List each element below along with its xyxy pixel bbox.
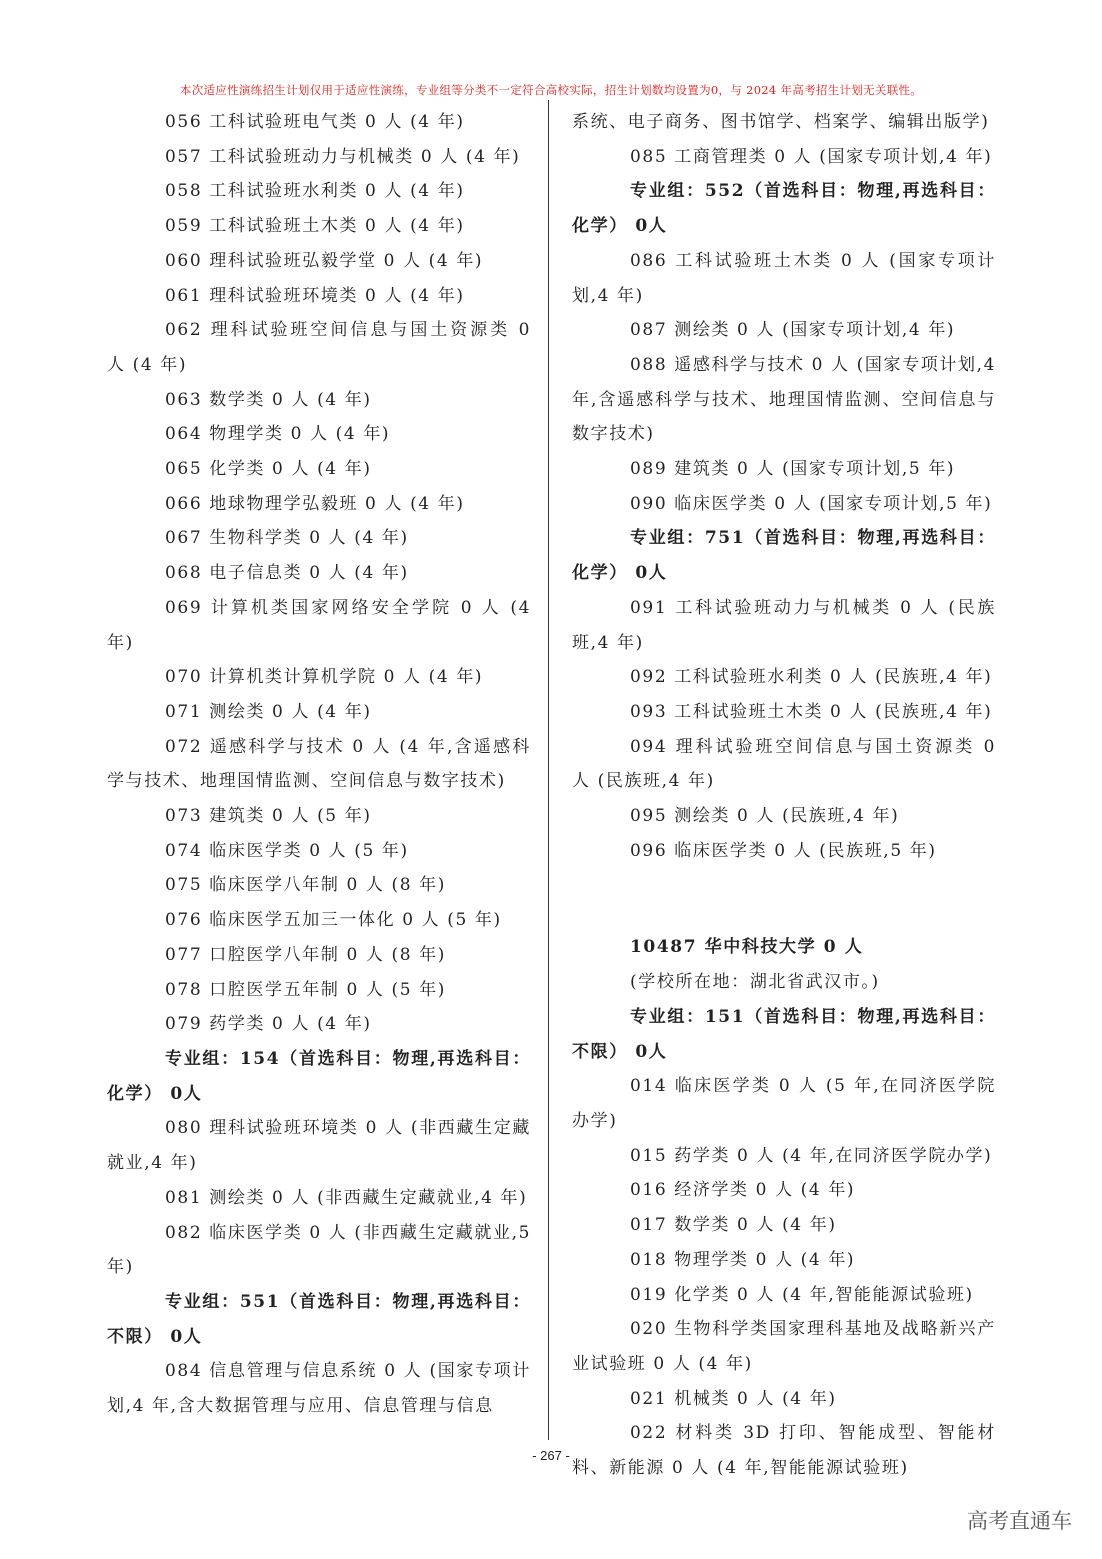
list-item: 058 工科试验班水利类 0 人 (4 年) <box>165 181 465 202</box>
list-item: 056 工科试验班电气类 0 人 (4 年) <box>165 112 465 132</box>
list-item: 015 药学类 0 人 (4 年,在同济医学院办学) <box>630 1145 993 1166</box>
list-item: 065 化学类 0 人 (4 年) <box>165 459 372 480</box>
list-item: 061 理科试验班环境类 0 人 (4 年) <box>165 285 465 306</box>
list-item: 系统、电子商务、图书馆学、档案学、编辑出版学) <box>572 112 990 132</box>
list-item: 057 工科试验班动力与机械类 0 人 (4 年) <box>165 146 521 167</box>
list-item: 020 生物科学类国家理科基地及战略新兴产业试验班 0 人 (4 年) <box>572 1319 996 1374</box>
column-divider <box>548 100 549 1440</box>
list-item: 082 临床医学类 0 人 (非西藏生定藏就业,5 年) <box>107 1222 531 1278</box>
list-item: 096 临床医学类 0 人 (民族班,5 年) <box>630 840 937 861</box>
list-item: 074 临床医学类 0 人 (5 年) <box>165 840 409 861</box>
list-item: 017 数学类 0 人 (4 年) <box>630 1215 837 1236</box>
list-item: 063 数学类 0 人 (4 年) <box>165 389 372 410</box>
page-number: - 267 - <box>532 1448 570 1463</box>
group-heading: 专业组：154（首选科目：物理,再选科目：化学） 0人 <box>107 1048 531 1104</box>
list-item: 080 理科试验班环境类 0 人 (非西藏生定藏就业,4 年) <box>107 1118 531 1174</box>
right-column <box>572 105 996 1486</box>
group-heading: 专业组：551（首选科目：物理,再选科目：不限） 0人 <box>107 1291 531 1347</box>
list-item: 064 物理学类 0 人 (4 年) <box>165 424 391 445</box>
list-item: 069 计算机类国家网络安全学院 0 人 (4 年) <box>107 597 531 653</box>
list-item: 091 工科试验班动力与机械类 0 人 (民族班,4 年) <box>572 597 996 653</box>
list-item: 014 临床医学类 0 人 (5 年,在同济医学院办学) <box>572 1076 996 1131</box>
list-item: 068 电子信息类 0 人 (4 年) <box>165 563 409 584</box>
list-item: 084 信息管理与信息系统 0 人 (国家专项计划,4 年,含大数据管理与应用、信息管理与信息 <box>107 1361 531 1417</box>
list-item: 022 材料类 3D 打印、智能成型、智能材料、新能源 0 人 (4 年,智能能源试验班) <box>572 1423 996 1479</box>
footer-brand: 高考直通车 <box>967 1509 1072 1533</box>
list-item: 018 物理学类 0 人 (4 年) <box>630 1249 856 1270</box>
list-item: 066 地球物理学弘毅班 0 人 (4 年) <box>165 493 465 514</box>
red-notice: 本次适应性演练招生计划仅用于适应性演练，专业组等分类不一定符合高校实际，招生计划数均设置为0，与 2024 年高考招生计划无关联性。 <box>179 83 923 97</box>
left-column <box>107 105 531 1424</box>
list-item: 078 口腔医学五年制 0 人 (5 年) <box>165 979 446 1000</box>
list-item: 071 测绘类 0 人 (4 年) <box>165 701 372 722</box>
group-heading: 专业组：751（首选科目：物理,再选科目：化学） 0人 <box>572 528 996 584</box>
spacer <box>572 885 996 913</box>
list-item: 095 测绘类 0 人 (民族班,4 年) <box>630 806 900 827</box>
list-item: 077 口腔医学八年制 0 人 (8 年) <box>165 944 446 965</box>
list-item: 073 建筑类 0 人 (5 年) <box>165 806 372 827</box>
list-item: 062 理科试验班空间信息与国土资源类 0 人 (4 年) <box>107 320 531 375</box>
group-heading: 专业组：552（首选科目：物理,再选科目：化学） 0人 <box>572 181 996 237</box>
list-item: 081 测绘类 0 人 (非西藏生定藏就业,4 年) <box>165 1187 528 1208</box>
list-item: 076 临床医学五加三一体化 0 人 (5 年) <box>165 910 502 931</box>
list-item: 072 遥感科学与技术 0 人 (4 年,含遥感科学与技术、地理国情监测、空间信息与数字技术) <box>107 736 531 792</box>
list-item: 087 测绘类 0 人 (国家专项计划,4 年) <box>630 320 956 341</box>
list-item: 059 工科试验班土木类 0 人 (4 年) <box>165 216 465 237</box>
group-heading: 10487 华中科技大学 0 人 <box>630 937 864 958</box>
list-item: 094 理科试验班空间信息与国土资源类 0 人 (民族班,4 年) <box>572 736 996 792</box>
list-item: 090 临床医学类 0 人 (国家专项计划,5 年) <box>630 493 993 514</box>
list-item: (学校所在地：湖北省武汉市。) <box>630 972 880 993</box>
list-item: 021 机械类 0 人 (4 年) <box>630 1388 837 1409</box>
list-item: 086 工科试验班土木类 0 人 (国家专项计划,4 年) <box>572 250 996 306</box>
list-item: 016 经济学类 0 人 (4 年) <box>630 1180 856 1201</box>
list-item: 067 生物科学类 0 人 (4 年) <box>165 528 409 549</box>
list-item: 092 工科试验班水利类 0 人 (民族班,4 年) <box>630 667 993 688</box>
group-heading: 专业组：151（首选科目：物理,再选科目：不限） 0人 <box>572 1006 996 1062</box>
list-item: 079 药学类 0 人 (4 年) <box>165 1014 372 1035</box>
list-item: 060 理科试验班弘毅学堂 0 人 (4 年) <box>165 250 484 271</box>
list-item: 019 化学类 0 人 (4 年,智能能源试验班) <box>630 1284 974 1305</box>
list-item: 089 建筑类 0 人 (国家专项计划,5 年) <box>630 459 956 480</box>
list-item: 093 工科试验班土木类 0 人 (民族班,4 年) <box>630 701 993 722</box>
list-item: 070 计算机类计算机学院 0 人 (4 年) <box>165 667 484 688</box>
list-item: 088 遥感科学与技术 0 人 (国家专项计划,4 年,含遥感科学与技术、地理国情监测、空间信息与数字技术) <box>572 354 996 445</box>
list-item: 075 临床医学八年制 0 人 (8 年) <box>165 875 446 896</box>
list-item: 085 工商管理类 0 人 (国家专项计划,4 年) <box>630 146 993 167</box>
